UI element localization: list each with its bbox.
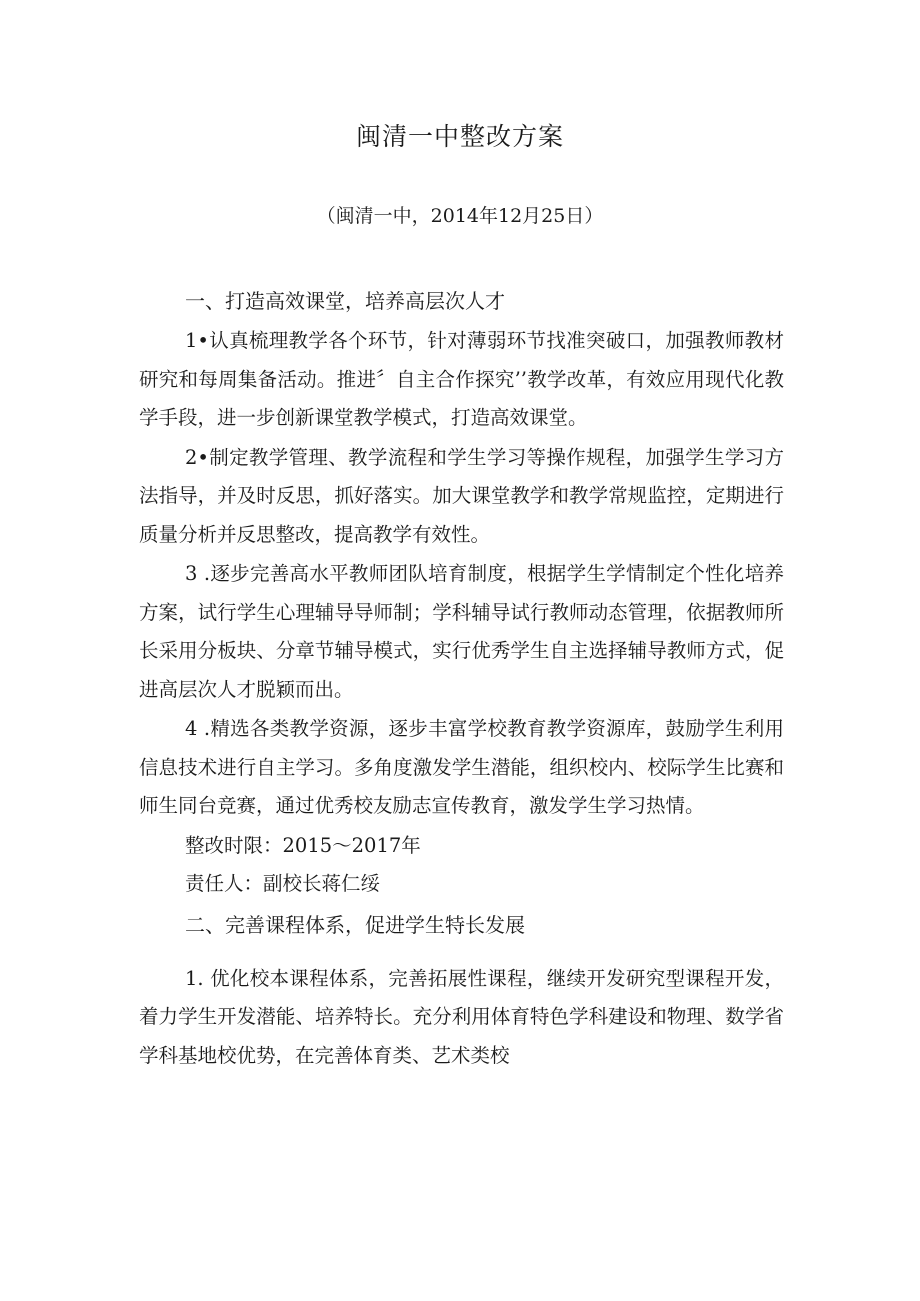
section-1-deadline: 整改时限：2015～2017年 — [185, 833, 421, 857]
section-1-paragraph-1: 1•认真梳理教学各个环节，针对薄弱环节找准突破口，加强教师教材研究和每周集备活动。推进〞自主合作探究’’教学改革，有效应用现代化教学手段，进一步创新课堂教学模式，打造高效课堂。 — [139, 329, 784, 429]
document-date-line: （闽清一中，2014年12月25日） — [316, 205, 604, 227]
document-body — [139, 282, 784, 1076]
section-2-heading: 二、完善课程体系，促进学生特长发展 — [185, 912, 525, 937]
document-title: 闽清一中整改方案 — [355, 122, 564, 151]
section-1-paragraph-3: 3 .逐步完善高水平教师团队培育制度，根据学生学情制定个性化培养方案，试行学生心理辅导导师制；学科辅导试行教师动态管理，依据教师所长采用分板块、分章节辅导模式，实行优秀学生自主选择辅导教师方式，促进高层次人才脱颖而出。 — [139, 562, 784, 701]
section-2-paragraph-1: 1. 优化校本课程体系，完善拓展性课程，继续开发研究型课程开发，着力学生开发潜能、培养特长。充分利用体育特色学科建设和物理、数学省学科基地校优势，在完善体育类、艺术类校 — [139, 966, 784, 1067]
section-1-paragraph-4: 4 .精选各类教学资源，逐步丰富学校教育教学资源库，鼓励学生利用信息技术进行自主学习。多角度激发学生潜能，组织校内、校际学生比赛和师生同台竞赛，通过优秀校友励志宣传教育，激发学生学习热情。 — [139, 717, 784, 817]
section-1-responsible: 责任人：副校长蒋仁绥 — [185, 872, 381, 895]
section-1-paragraph-2: 2•制定教学管理、教学流程和学生学习等操作规程，加强学生学习方法指导，并及时反思，抓好落实。加大课堂教学和教学常规监控，定期进行质量分析并反思整改，提高教学有效性。 — [139, 445, 784, 546]
section-1-heading: 一、打造高效课堂，培养高层次人才 — [185, 289, 505, 313]
